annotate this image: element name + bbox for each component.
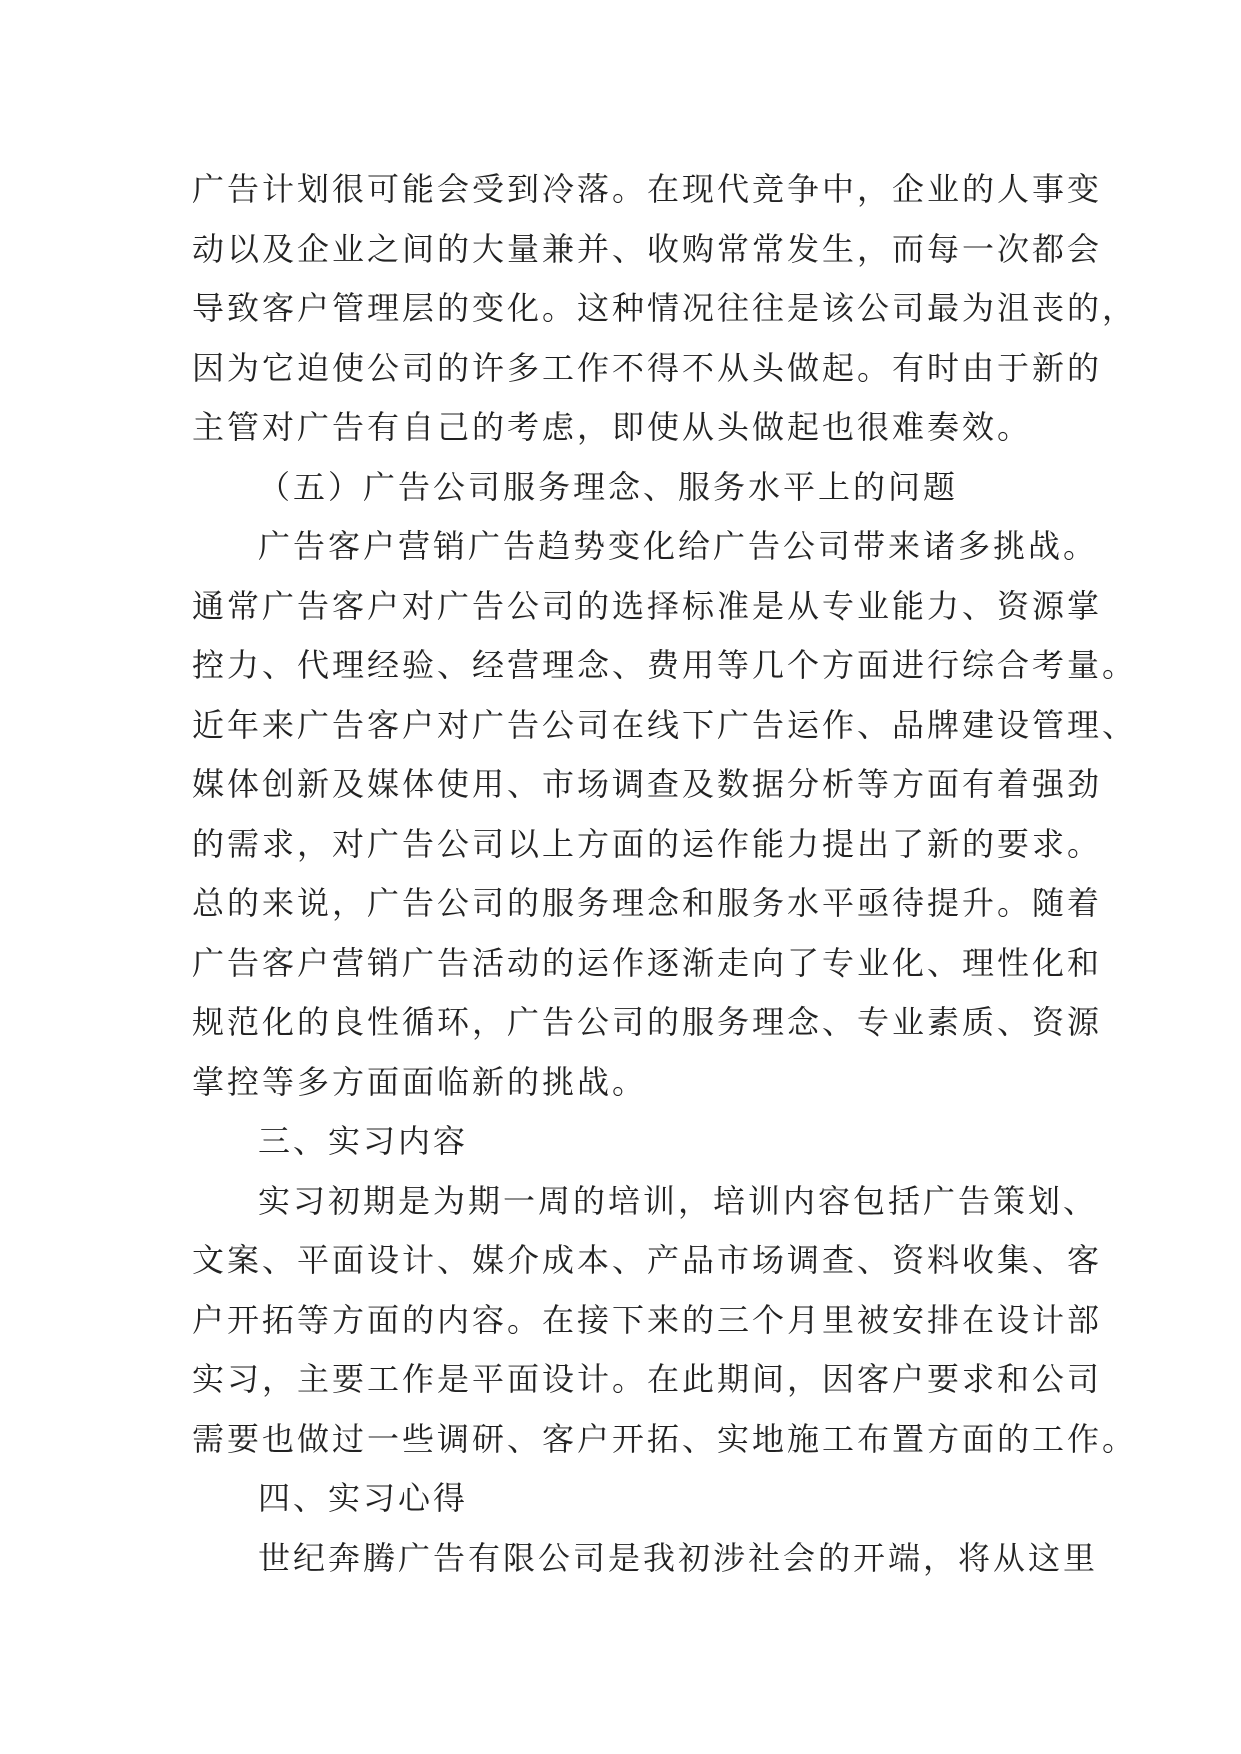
text-line: 规范化的良性循环，广告公司的服务理念、专业素质、资源 — [192, 1003, 1103, 1041]
text-line: 需要也做过一些调研、客户开拓、实地施工布置方面的工作。 — [192, 1419, 1138, 1458]
text-line: （五）广告公司服务理念、服务水平上的问题 — [258, 467, 959, 506]
text-line: 户开拓等方面的内容。在接下来的三个月里被安排在设计部 — [192, 1300, 1103, 1339]
text-line: 主管对广告有自己的考虑，即使从头做起也很难奏效。 — [192, 408, 1033, 446]
text-line: 通常广告客户对广告公司的选择标准是从专业能力、资源掌 — [192, 586, 1103, 625]
text-line: 控力、代理经验、经营理念、费用等几个方面进行综合考量。 — [192, 646, 1138, 684]
text-line: 文案、平面设计、媒介成本、产品市场调查、资料收集、客 — [192, 1241, 1103, 1279]
text-line: 实习初期是为期一周的培训，培训内容包括广告策划、 — [258, 1181, 1099, 1220]
text-line: 总的来说，广告公司的服务理念和服务水平亟待提升。随着 — [192, 884, 1103, 922]
text-line: 广告客户营销广告活动的运作逐渐走向了专业化、理性化和 — [192, 943, 1103, 982]
text-line: 实习，主要工作是平面设计。在此期间，因客户要求和公司 — [192, 1360, 1103, 1398]
document-body — [192, 160, 1138, 1588]
text-line: 掌控等多方面面临新的挑战。 — [192, 1062, 648, 1101]
text-line: 世纪奔腾广告有限公司是我初涉社会的开端，将从这里 — [258, 1538, 1099, 1577]
text-line: 因为它迫使公司的许多工作不得不从头做起。有时由于新的 — [192, 348, 1103, 387]
text-line: 近年来广告客户对广告公司在线下广告运作、品牌建设管理、 — [192, 705, 1138, 744]
text-line: 导致客户管理层的变化。这种情况往往是该公司最为沮丧的， — [192, 289, 1138, 327]
text-line: 三、实习内容 — [258, 1122, 469, 1160]
text-line: 广告客户营销广告趋势变化给广告公司带来诸多挑战。 — [258, 527, 1099, 565]
text-line: 四、实习心得 — [258, 1479, 469, 1517]
text-line: 的需求，对广告公司以上方面的运作能力提出了新的要求。 — [192, 824, 1103, 863]
text-line: 媒体创新及媒体使用、市场调查及数据分析等方面有着强劲 — [192, 765, 1103, 803]
text-line: 动以及企业之间的大量兼并、收购常常发生，而每一次都会 — [192, 229, 1103, 268]
text-line: 广告计划很可能会受到冷落。在现代竞争中，企业的人事变 — [192, 170, 1103, 208]
